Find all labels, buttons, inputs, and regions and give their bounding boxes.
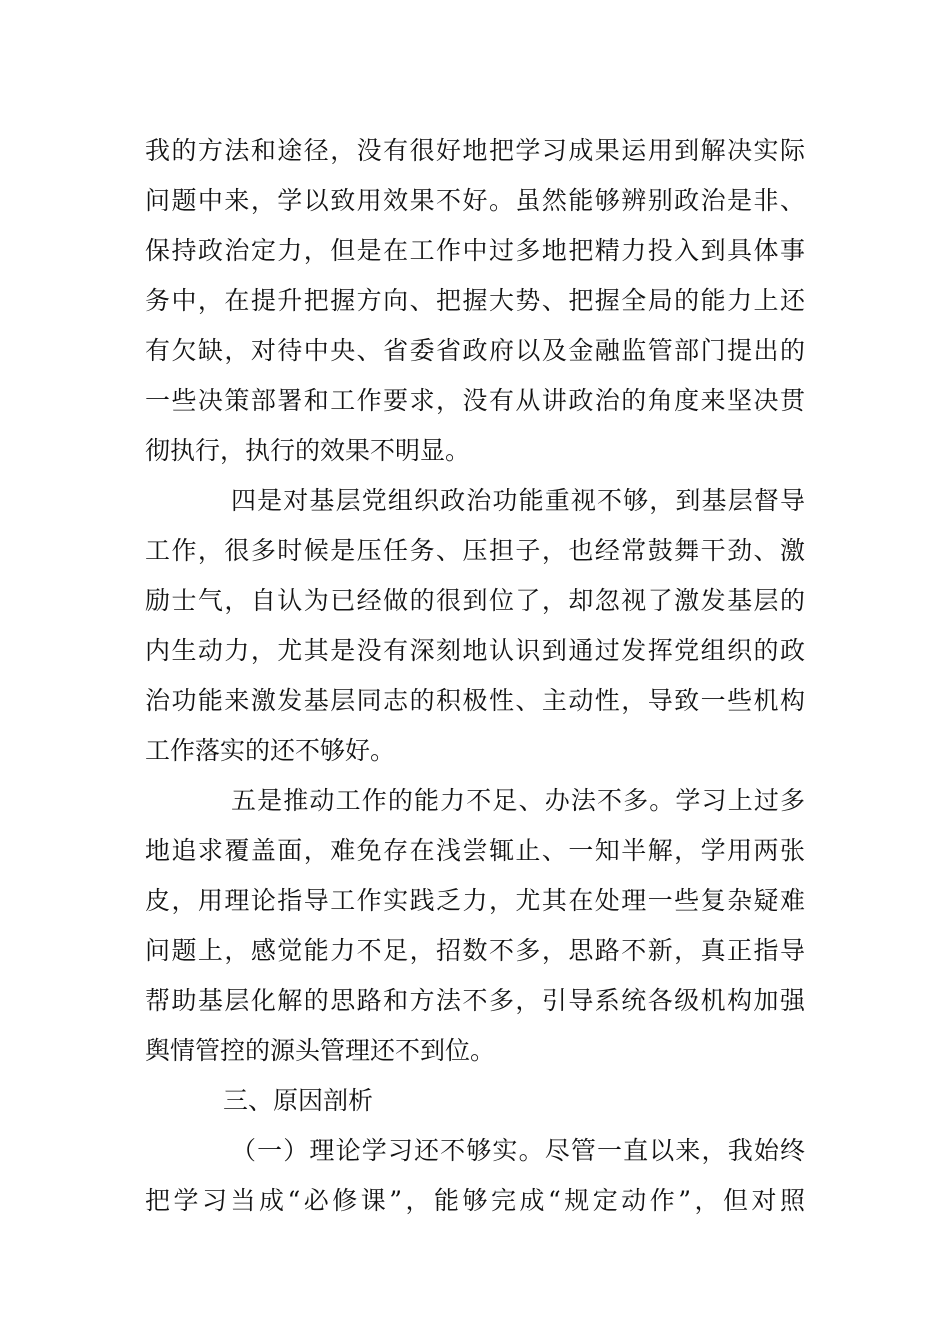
text-line: 励士气，自认为已经做的很到位了，却忽视了激发基层的 <box>145 586 805 615</box>
text-line: 一些决策部署和工作要求，没有从讲政治的角度来坚决贯 <box>145 386 805 415</box>
text-line: 地追求覆盖面，难免存在浅尝辄止、一知半解，学用两张 <box>145 836 805 865</box>
text-line: 我的方法和途径，没有很好地把学习成果运用到解决实际 <box>145 136 805 165</box>
text-line: 问题上，感觉能力不足，招数不多，思路不新，真正指导 <box>145 936 805 965</box>
paragraph-first-line: （一）理论学习还不够实。尽管一直以来，我始终 <box>231 1136 805 1165</box>
text-line: 工作，很多时候是压任务、压担子，也经常鼓舞干劲、激 <box>145 536 805 565</box>
text-line: 内生动力，尤其是没有深刻地认识到通过发挥党组织的政 <box>145 636 805 665</box>
text-line: 问题中来，学以致用效果不好。虽然能够辨别政治是非、 <box>145 186 805 215</box>
text-line: 有欠缺，对待中央、省委省政府以及金融监管部门提出的 <box>145 336 805 365</box>
text-line: 帮助基层化解的思路和方法不多，引导系统各级机构加强 <box>145 986 805 1015</box>
text-line: 工作落实的还不够好。 <box>145 736 396 765</box>
text-line: 舆情管控的源头管理还不到位。 <box>145 1036 496 1065</box>
paragraph-first-line: 四是对基层党组织政治功能重视不够，到基层督导 <box>231 486 805 515</box>
paragraph-first-line: 五是推动工作的能力不足、办法不多。学习上过多 <box>231 786 805 815</box>
text-line: 彻执行，执行的效果不明显。 <box>145 436 471 465</box>
text-line: 保持政治定力，但是在工作中过多地把精力投入到具体事 <box>145 236 805 265</box>
text-line: 皮，用理论指导工作实践乏力，尤其在处理一些复杂疑难 <box>145 886 805 915</box>
text-line: 把学习当成“必修课”，能够完成“规定动作”，但对照 <box>145 1186 805 1215</box>
section-heading: 三、原因剖析 <box>223 1086 374 1115</box>
text-line: 务中，在提升把握方向、把握大势、把握全局的能力上还 <box>145 286 805 315</box>
text-line: 治功能来激发基层同志的积极性、主动性，导致一些机构 <box>145 686 805 715</box>
